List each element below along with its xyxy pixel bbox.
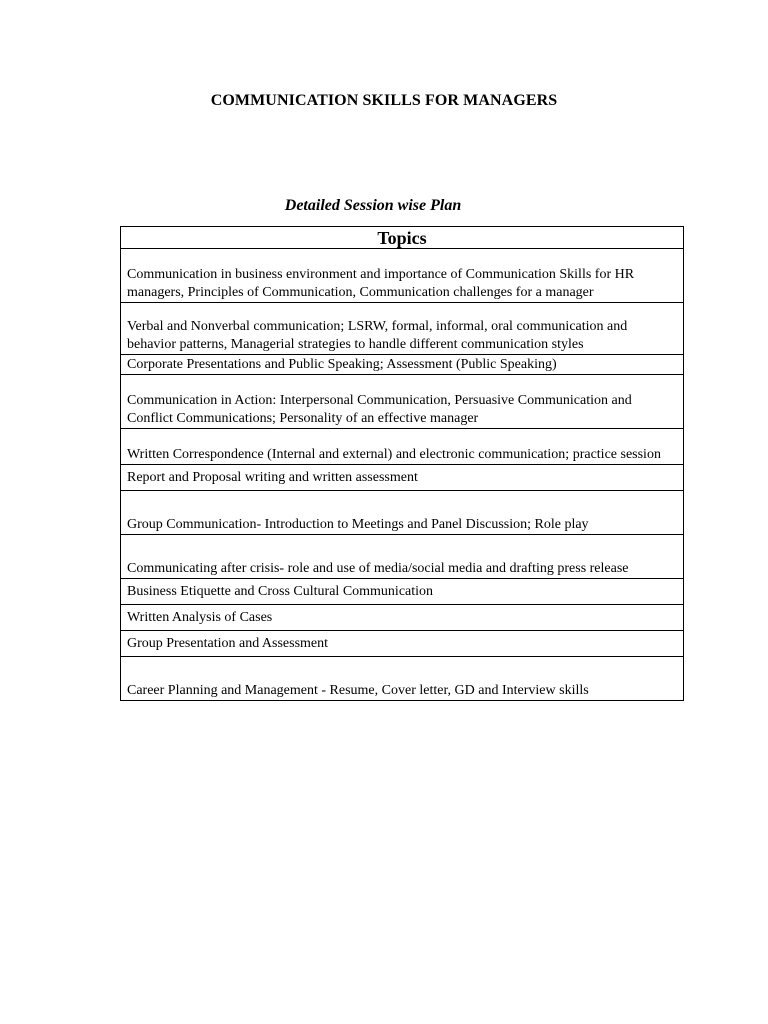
topic-cell: Business Etiquette and Cross Cultural Communication [121,579,684,605]
document-subtitle: Detailed Session wise Plan [284,197,462,214]
table-row [121,491,684,535]
table-row [121,375,684,429]
topic-cell: Verbal and Nonverbal communication; LSRW, formal, informal, oral communication and behavior patterns, Managerial strategies to handle different communication styles [121,303,684,355]
topics-column-header: Topics [121,227,684,249]
table-row [121,657,684,701]
topic-cell: Group Presentation and Assessment [121,631,684,657]
topic-cell: Corporate Presentations and Public Speaking; Assessment (Public Speaking) [121,355,684,375]
topic-cell: Written Correspondence (Internal and external) and electronic communication; practice session [121,429,684,465]
table-row [121,429,684,465]
topic-cell: Written Analysis of Cases [121,605,684,631]
table-row [121,303,684,355]
topic-cell: Communication in business environment and importance of Communication Skills for HR managers, Principles of Communication, Communication challenges for a manager [121,249,684,303]
topic-cell: Communicating after crisis- role and use of media/social media and drafting press release [121,535,684,579]
topic-cell: Group Communication- Introduction to Meetings and Panel Discussion; Role play [121,491,684,535]
table-row [121,249,684,303]
table-row [121,355,684,375]
document-title: COMMUNICATION SKILLS FOR MANAGERS [210,92,558,109]
table-row [121,605,684,631]
table-header-row [121,227,684,249]
table-row [121,535,684,579]
table-row [121,579,684,605]
topic-cell: Report and Proposal writing and written assessment [121,465,684,491]
topic-cell: Communication in Action: Interpersonal Communication, Persuasive Communication and Conflict Communications; Personality of an effective manager [121,375,684,429]
table-row [121,465,684,491]
topics-table [120,226,684,701]
table-row [121,631,684,657]
topic-cell: Career Planning and Management - Resume, Cover letter, GD and Interview skills [121,657,684,701]
